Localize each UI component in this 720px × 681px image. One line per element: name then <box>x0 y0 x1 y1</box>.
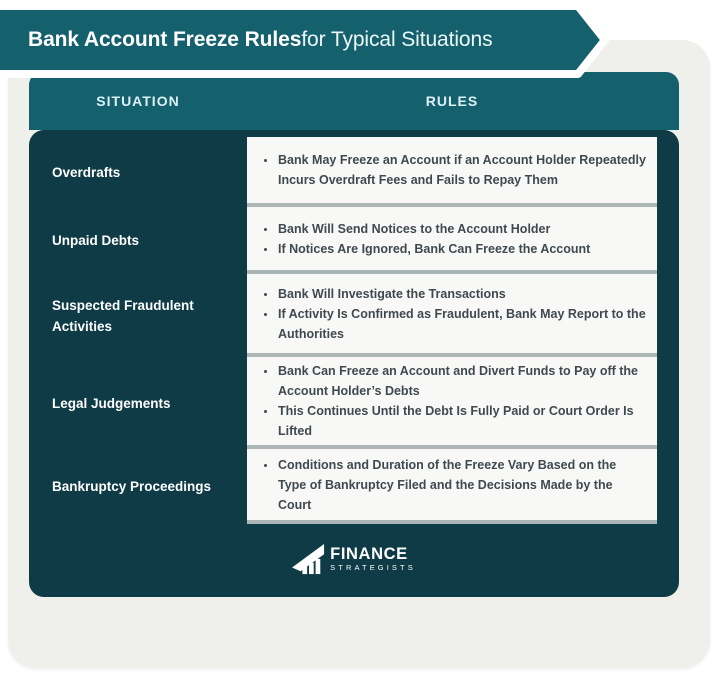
rules-cell <box>247 207 657 274</box>
table-row <box>29 274 679 357</box>
finance-strategists-logo <box>292 543 416 575</box>
footer <box>29 524 679 594</box>
logo-subname: STRATEGISTS <box>330 563 416 572</box>
page-title-regular: for Typical Situations <box>301 28 493 51</box>
table-body <box>29 130 679 597</box>
page-title <box>28 6 493 74</box>
bar-chart-growth-icon <box>292 543 326 575</box>
freeze-rules-table <box>29 72 679 597</box>
table-row <box>29 357 679 449</box>
rule-item: • Bank May Freeze an Account if an Account Holder Repeatedly Incurs Overdraft Fees and Fails to Repay Them <box>277 150 647 190</box>
rule-item: • Bank Will Send Notices to the Account Holder <box>277 219 590 239</box>
logo-text <box>330 546 416 572</box>
situation-label: Legal Judgements <box>52 395 171 411</box>
rule-item: • This Continues Until the Debt Is Fully Paid or Court Order Is Lifted <box>277 401 647 441</box>
rules-cell <box>247 449 657 524</box>
rules-cell <box>247 357 657 449</box>
column-header-rules: RULES <box>425 93 479 109</box>
rule-item: • If Activity Is Confirmed as Fraudulent, Bank May Report to the Authorities <box>277 304 647 344</box>
title-banner <box>0 0 630 84</box>
rule-item: • If Notices Are Ignored, Bank Can Freeze the Account <box>277 239 590 259</box>
situation-label: Bankruptcy Proceedings <box>52 479 212 494</box>
rules-list <box>247 219 600 259</box>
page-title-bold: Bank Account Freeze Rules <box>28 28 302 51</box>
rules-list <box>247 150 657 190</box>
rules-list <box>247 361 657 441</box>
rules-cell <box>247 274 657 357</box>
situation-label: Overdrafts <box>52 164 121 180</box>
rules-list <box>247 284 657 344</box>
situation-label: Suspected Fraudulent Activities <box>52 297 194 334</box>
rules-cell <box>247 137 657 207</box>
logo-name: FINANCE <box>330 545 408 563</box>
situation-label: Unpaid Debts <box>52 233 140 248</box>
rules-list <box>247 455 657 515</box>
table-row <box>29 207 679 274</box>
rule-item: • Conditions and Duration of the Freeze Vary Based on the Type of Bankruptcy Filed and the Decisions Made by the Court <box>277 455 647 515</box>
rule-item: • Bank Will Investigate the Transactions <box>277 284 647 304</box>
table-row <box>29 449 679 524</box>
rule-item: • Bank Can Freeze an Account and Divert Funds to Pay off the Account Holder’s Debts <box>277 361 647 401</box>
column-header-situation: SITUATION <box>96 93 180 109</box>
table-row <box>29 137 679 207</box>
